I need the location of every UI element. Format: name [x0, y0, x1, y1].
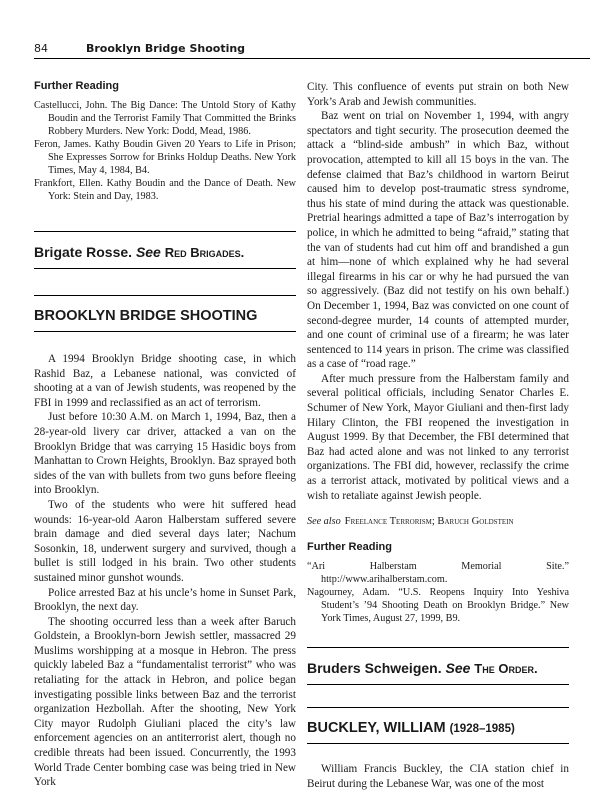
xref-target-link[interactable]: The Order. [474, 661, 538, 677]
xref-term: Brigate Rosse. [34, 244, 133, 260]
entry-body [307, 762, 569, 791]
cross-reference-heading [307, 660, 569, 685]
entry-name: BUCKLEY, WILLIAM [307, 720, 446, 737]
reference-entry: Feron, James. Kathy Boudin Given 20 Years to Life in Prison; She Expresses Sorrow for Brinks Holdup Deaths. New York Times, May 4, 1984, B4. [34, 139, 296, 176]
body-paragraph: William Francis Buckley, the CIA station chief in Beirut during the Lebanese War, was one of the most [307, 763, 569, 790]
xref-target-link[interactable]: Red Brigades. [164, 245, 245, 260]
body-paragraph: Baz went on trial on November 1, 1994, with angry spectators and tight security. The prosecution deemed the attack a “blind-side ambush” in which Baz, without provocation, attempted to kill all 15 boys in the van. The defense claimed that Baz’s childhood in wartorn Beirut caused him to develop post-traumatic stress syndrome, thus his state of mind during the attack was questionable. Pretrial hearings admitted a tape of Baz’s interrogation by police, in which he admitted to being “afraid,” stating that the van of students had cut him off and brandished a gun at him—none of which explained why he had several illegal firearms in his car or why he had pursued the van so aggressively. (Baz did not testify on his own behalf.) On December 1, 1994, Baz was convicted on one count of second-degree murder, 14 counts of attempted murder, and one count of criminal use of a firearm; he was later sentenced to 114 years in prison. The crime was classified as a case of “road rage.” [307, 110, 569, 371]
section-rule [307, 647, 569, 648]
entry-body [34, 352, 296, 790]
right-column [307, 80, 569, 791]
body-paragraph: City. This confluence of events put strain on both New York’s Arab and Jewish communities. [307, 81, 569, 108]
entry-dates: (1928–1985) [449, 723, 515, 736]
header-rule [34, 58, 590, 59]
body-paragraph: A 1994 Brooklyn Bridge shooting case, in which Rashid Baz, a Lebanese national, was convicted of shooting at a van of Jewish students, was reopened by the FBI in 1999 and reclassified as an act of terrorism. [34, 353, 296, 409]
section-rule [307, 707, 569, 708]
section-rule [34, 295, 296, 296]
reference-entry: Nagourney, Adam. “U.S. Reopens Inquiry Into Yeshiva Student’s ’94 Shooting Death on Brooklyn Bridge.” New York Times, August 27, 1999, B9. [307, 587, 569, 625]
reference-entry: Frankfort, Ellen. Kathy Boudin and the Dance of Death. New York: Stein and Day, 1983. [34, 178, 296, 202]
cross-reference-heading [34, 244, 296, 269]
reference-entry: “Ari Halberstam Memorial Site.” http://www.arihalberstam.com. [307, 561, 569, 586]
entry-title: BROOKLYN BRIDGE SHOOTING [34, 308, 296, 332]
further-reading-heading: Further Reading [307, 541, 392, 554]
entry-title [307, 720, 569, 744]
further-reading-heading: Further Reading [34, 80, 119, 92]
reference-entry: Castellucci, John. The Big Dance: The Untold Story of Kathy Boudin and the Terrorist Family That Committed the Brinks Robbery Murders. New York: Dodd, Mead, 1986. [34, 100, 296, 137]
body-paragraph: Just before 10:30 A.M. on March 1, 1994, Baz, then a 28-year-old livery car driver, attacked a van on the Brooklyn Bridge that was carrying 15 Hasidic boys from Manhattan to Crown Heights, Brooklyn. Baz sprayed both sides of the van with bullets from two guns before fleeing into Brooklyn. [34, 411, 296, 497]
section-rule [34, 231, 296, 232]
body-paragraph: After much pressure from the Halberstam family and several political officials, including Senator Charles E. Schumer of New York, Mayor Giuliani and then-first lady Hilary Clinton, the FBI reopened the investigation in August 1999. By that December, the FBI determined that Baz had acted alone and was not linked to any terrorist organizations. The FBI did, however, reclassify the crime as a terrorist attack, motivated by political views and a wish to retaliate against Jewish people. [307, 372, 569, 502]
page-header [34, 38, 590, 60]
page-number: 84 [34, 42, 48, 55]
left-column [34, 80, 296, 790]
see-also-label: See also [307, 516, 341, 528]
xref-see: See [445, 660, 471, 677]
running-title: Brooklyn Bridge Shooting [86, 42, 246, 55]
see-also [307, 511, 569, 529]
body-paragraph: Two of the students who were hit suffered head wounds: 16-year-old Aaron Halberstam suffered severe brain damage and died several days later; Nachum Sosonkin, 18, underwent surgery and survived, though a bullet is still lodged in his brain. Two other students sustained minor gunshot wounds. [34, 498, 296, 584]
xref-see: See [135, 244, 161, 260]
body-paragraph: The shooting occurred less than a week after Baruch Goldstein, a Brooklyn-born Jewish settler, massacred 29 Muslims worshipping at a mosque in Hebron. The press quickly labeled Baz a “fundamentalist terrorist” who was retaliating for the attack in Hebron, and police began investigating possible links between Baz and the terrorist organization Hezbollah. After the shooting, New York City mayor Rudolph Giuliani placed the city’s law enforcement agencies on an antiterrorist alert, though no credible threats had been issued. Concurrently, the 1993 World Trade Center bombing case was being tried in New York [34, 615, 296, 789]
see-also-links[interactable]: Freelance Terrorism; Baruch Goldstein [344, 516, 514, 528]
xref-term: Bruders Schweigen. [307, 660, 442, 677]
body-paragraph: Police arrested Baz at his uncle’s home in Sunset Park, Brooklyn, the next day. [34, 586, 296, 614]
